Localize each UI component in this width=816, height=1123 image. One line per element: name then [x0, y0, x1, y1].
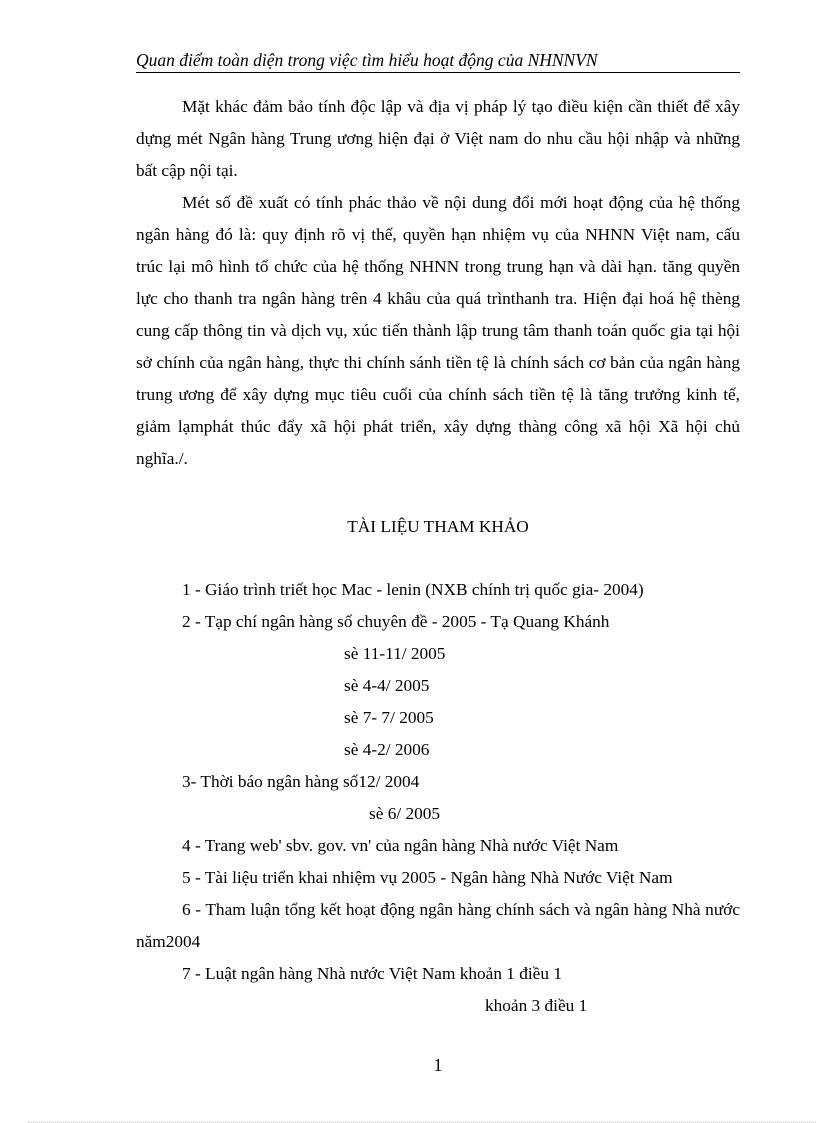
reference-item: 7 - Luật ngân hàng Nhà nước Việt Nam khoản 1 điều 1 [182, 964, 562, 983]
reference-sub-item: sè 4-2/ 2006 [344, 740, 430, 759]
reference-sub-item: sè 6/ 2005 [369, 804, 441, 823]
reference-sub-item: sè 4-4/ 2005 [344, 676, 430, 695]
reference-item: 3- Thời báo ngân hàng số12/ 2004 [182, 772, 420, 791]
reference-item: 5 - Tài liệu triển khai nhiệm vụ 2005 - Ngân hàng Nhà Nước Việt Nam [182, 868, 673, 887]
reference-item: 6 - Tham luận tổng kết hoạt động ngân hàng chính sách và ngân hàng Nhà nước năm2004 [136, 900, 740, 951]
reference-sub-item: khoản 3 điều 1 [485, 996, 588, 1015]
running-header: Quan điểm toàn diện trong việc tìm hiểu hoạt động của NHNNVN [136, 48, 740, 73]
page-number: 1 [433, 1055, 443, 1075]
reference-item: 4 - Trang web' sbv. gov. vn' của ngân hàng Nhà nước Việt Nam [182, 836, 619, 855]
reference-item: 1 - Giáo trình triết học Mac - lenin (NXB chính trị quốc gia- 2004) [182, 580, 644, 599]
references-heading: TÀI LIỆU THAM KHẢO [347, 517, 529, 536]
reference-sub-item: sè 7- 7/ 2005 [344, 708, 434, 727]
reference-item: 2 - Tạp chí ngân hàng số chuyên đề - 2005 - Tạ Quang Khánh [182, 612, 610, 631]
reference-sub-item: sè 11-11/ 2005 [344, 644, 446, 663]
paragraph: Mặt khác đảm bảo tính độc lập và địa vị pháp lý tạo điều kiện cần thiết để xây dựng mét Ngân hàng Trung ương hiện đại ở Việt nam do nhu cầu hội nhập và những bất cập nội tại. [136, 97, 740, 180]
paragraph: Mét số đề xuất có tính phác thảo về nội dung đổi mới hoạt động của hệ thống ngân hàng đó là: quy định rõ vị thế, quyền hạn nhiệm vụ của NHNN Việt nam, cấu trúc lại mô hình tổ chức của hệ thống NHNN trong trung hạn và dài hạn. tăng quyền lực cho thanh tra ngân hàng trên 4 khâu của quá trìnthanh tra. Hiện đại hoá hệ thèng cung cấp thông tin và dịch vụ, xúc tiến thành lập trung tâm thanh toán quốc gia tại hội sở chính của ngân hàng, thực thi chính sánh tiền tệ là chính sách cơ bản của ngân hàng trung ương để xây dựng mục tiêu cuối của chính sách tiền tệ là tăng trưởng kinh tế, giảm lạmphát thúc đẩy xã hội phát triển, xây dựng thàng công xã hội Xã hội chủ nghĩa./. [136, 193, 740, 468]
